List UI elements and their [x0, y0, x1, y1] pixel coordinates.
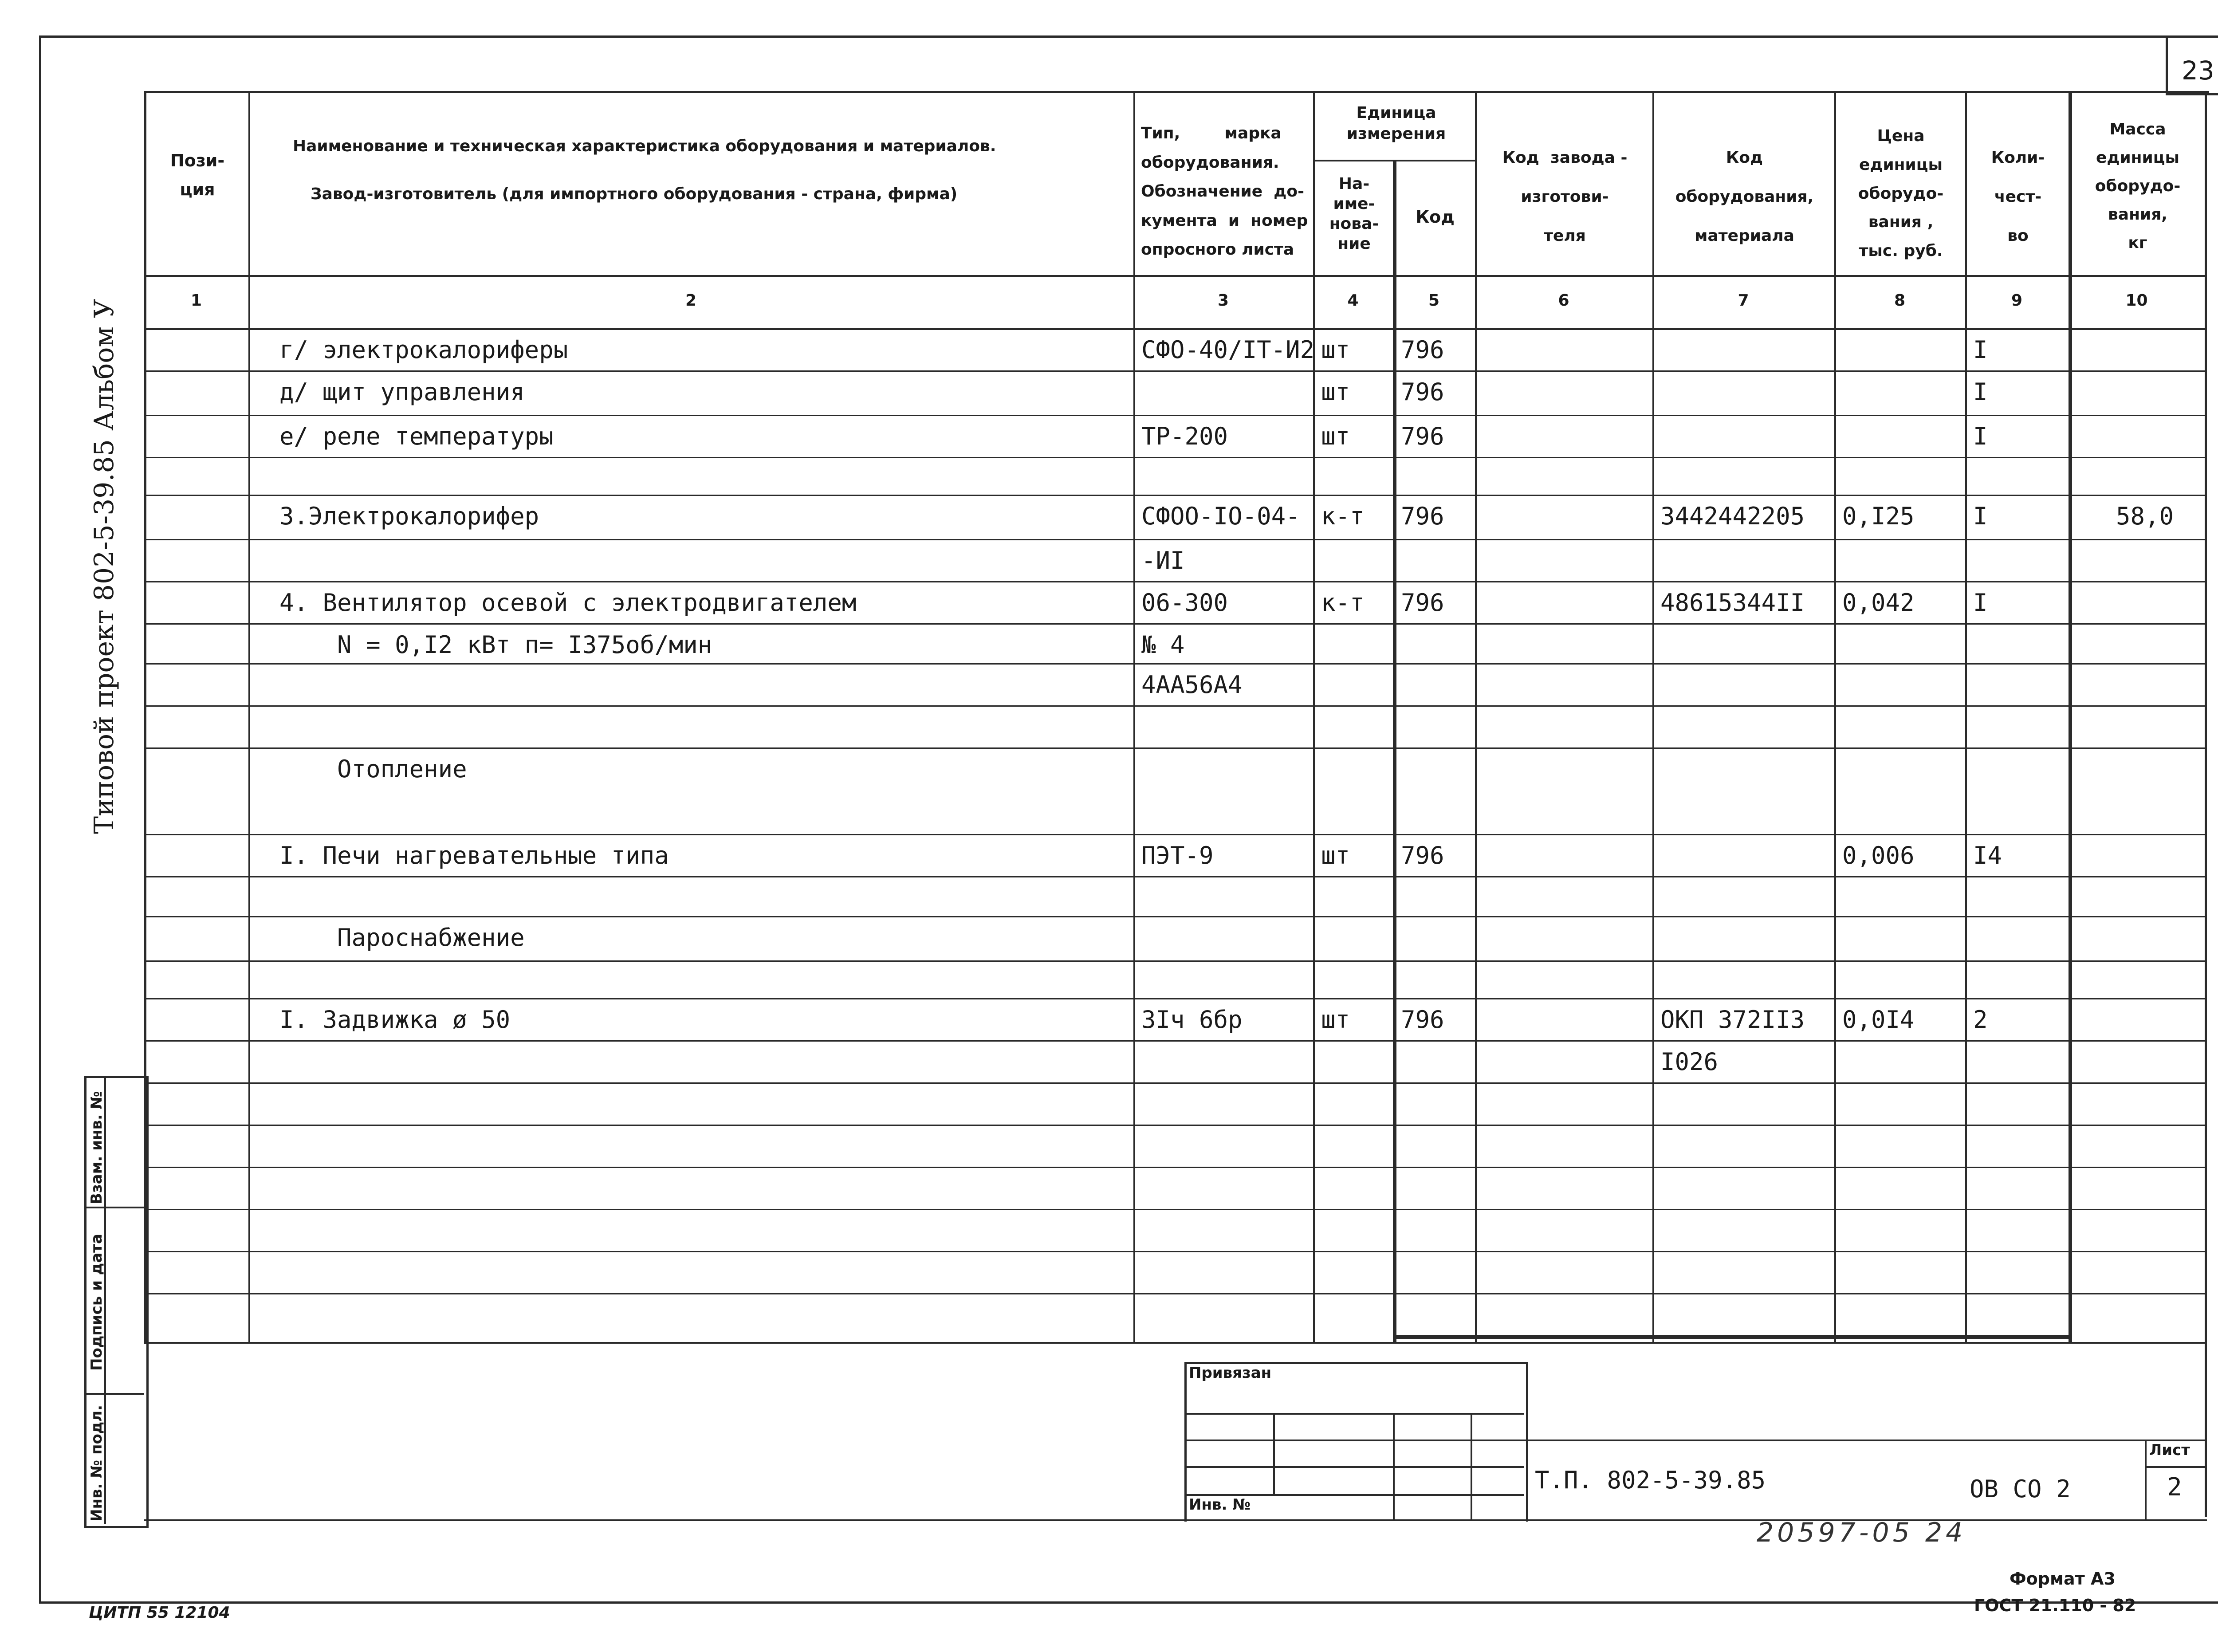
- table-cell-c8: 0,042: [1842, 589, 1915, 617]
- project-number: Т.П. 802-5-39.85: [1535, 1466, 1766, 1494]
- header-name-line2: Завод-изготовитель (для импортного оборудования - страна, фирма): [311, 185, 958, 203]
- header-factory-code: Код завода - изготови- теля: [1502, 149, 1628, 245]
- inv-no-label: Инв. №: [1189, 1496, 1251, 1514]
- table-cell-c10: 58,0: [2116, 502, 2174, 530]
- document-code: ОВ СО 2: [1970, 1475, 2071, 1503]
- stamp-inv-podl: Инв. № подл.: [88, 1404, 106, 1522]
- table-cell-c4: шт: [1321, 1006, 1350, 1034]
- header-material-code: Код оборудования, материала: [1675, 149, 1814, 245]
- column-number: 8: [1894, 291, 1906, 310]
- table-cell-c9: I: [1973, 502, 1988, 530]
- table-cell-c9: I4: [1973, 842, 2002, 869]
- list-label: Лист: [2149, 1441, 2190, 1459]
- table-cell-c9: 2: [1973, 1006, 1988, 1034]
- column-number: 2: [685, 291, 697, 310]
- table-cell-c2: е/ реле температуры: [279, 422, 554, 450]
- table-cell-c2: 3.Электрокалорифер: [279, 502, 539, 530]
- table-cell-c8: 0,0I4: [1842, 1006, 1915, 1034]
- citp-label: ЦИТП 55 12104: [89, 1604, 230, 1622]
- privyazan-label: Привязан: [1189, 1364, 1272, 1382]
- table-cell-c3: СФОО-IО-04-: [1141, 502, 1300, 530]
- table-cell-c9: I: [1973, 378, 1988, 406]
- table-cell-c4: шт: [1321, 422, 1350, 450]
- table-cell-c7: I026: [1660, 1048, 1719, 1076]
- table-cell-c4: к-т: [1321, 502, 1365, 530]
- table-cell-c3: -ИI: [1141, 547, 1185, 574]
- table-cell-c7: ОКП 372II3: [1660, 1006, 1805, 1034]
- table-cell-c5: 796: [1401, 589, 1444, 617]
- gost-label: ГОСТ 21.110 - 82: [1974, 1596, 2136, 1615]
- table-cell-c8: 0,I25: [1842, 502, 1915, 530]
- column-number: 10: [2125, 291, 2148, 310]
- table-cell-c5: 796: [1401, 336, 1444, 364]
- header-unit-code: Код: [1416, 207, 1455, 227]
- table-cell-c2: Отопление: [279, 755, 467, 783]
- table-cell-c4: шт: [1321, 842, 1350, 869]
- table-cell-c9: I: [1973, 422, 1988, 450]
- format-label: Формат А3: [2010, 1569, 2116, 1589]
- header-name-line1: Наименование и техническая характеристика оборудования и материалов.: [293, 137, 996, 155]
- table-cell-c3: ПЭТ-9: [1141, 842, 1214, 869]
- table-cell-c2: д/ щит управления: [279, 378, 525, 406]
- column-number: 7: [1738, 291, 1749, 310]
- table-border: [144, 91, 2209, 1344]
- column-number: 3: [1217, 291, 1229, 310]
- stamp-vzam: Взам. инв. №: [88, 1091, 106, 1204]
- column-number: 4: [1347, 291, 1359, 310]
- table-cell-c5: 796: [1401, 502, 1444, 530]
- header-position: Пози- ция: [170, 151, 225, 199]
- table-cell-c3: 06-300: [1141, 589, 1228, 617]
- table-cell-c5: 796: [1401, 1006, 1444, 1034]
- table-cell-c5: 796: [1401, 422, 1444, 450]
- table-cell-c8: 0,006: [1842, 842, 1915, 869]
- table-cell-c2: 4. Вентилятор осевой с электродвигателем: [279, 589, 857, 617]
- table-cell-c3: ТР-200: [1141, 422, 1228, 450]
- table-cell-c2: г/ электрокалориферы: [279, 336, 568, 364]
- header-type: Тип, марка оборудования. Обозначение до- кумента и номер опросного листа: [1141, 124, 1308, 259]
- table-cell-c3: СФО-40/IТ-И2: [1141, 336, 1315, 364]
- header-price: Цена единицы оборудо- вания , тыс. руб.: [1858, 127, 1944, 260]
- header-qty: Коли- чест- во: [1991, 149, 2045, 245]
- table-cell-c9: I: [1973, 336, 1988, 364]
- table-cell-c4: шт: [1321, 336, 1350, 364]
- table-cell-c9: I: [1973, 589, 1988, 617]
- table-cell-c4: шт: [1321, 378, 1350, 406]
- column-number: 9: [2011, 291, 2023, 310]
- table-cell-c3: 4АА56А4: [1141, 671, 1243, 699]
- column-number: 6: [1558, 291, 1569, 310]
- header-mass: Масса единицы оборудо- вания, кг: [2095, 120, 2181, 252]
- header-unit-group: Единица измерения: [1346, 104, 1446, 143]
- header-unit-name: На- име- нова- ние: [1329, 175, 1379, 253]
- table-cell-c2: N = 0,I2 кВт п= I375об/мин: [279, 631, 712, 659]
- table-cell-c4: к-т: [1321, 589, 1365, 617]
- table-cell-c3: № 4: [1141, 631, 1185, 659]
- column-number: 5: [1428, 291, 1440, 310]
- table-cell-c5: 796: [1401, 842, 1444, 869]
- column-number: 1: [190, 291, 202, 310]
- table-cell-c7: 3442442205: [1660, 502, 1805, 530]
- handwritten-number: 20597-05 24: [1757, 1517, 1966, 1548]
- side-title: Типовой проект 802-5-39.85 Альбом У: [89, 299, 120, 834]
- table-cell-c2: I. Задвижка ø 50: [279, 1006, 511, 1034]
- sheet-number: 23: [2182, 55, 2214, 86]
- list-number: 2: [2167, 1473, 2182, 1502]
- table-cell-c7: 48615344II: [1660, 589, 1805, 617]
- table-cell-c3: 3Iч 6бр: [1141, 1006, 1243, 1034]
- table-cell-c2: Пароснабжение: [279, 924, 525, 952]
- table-cell-c2: I. Печи нагревательные типа: [279, 842, 669, 869]
- table-cell-c5: 796: [1401, 378, 1444, 406]
- stamp-podpis: Подпись и дата: [88, 1234, 106, 1371]
